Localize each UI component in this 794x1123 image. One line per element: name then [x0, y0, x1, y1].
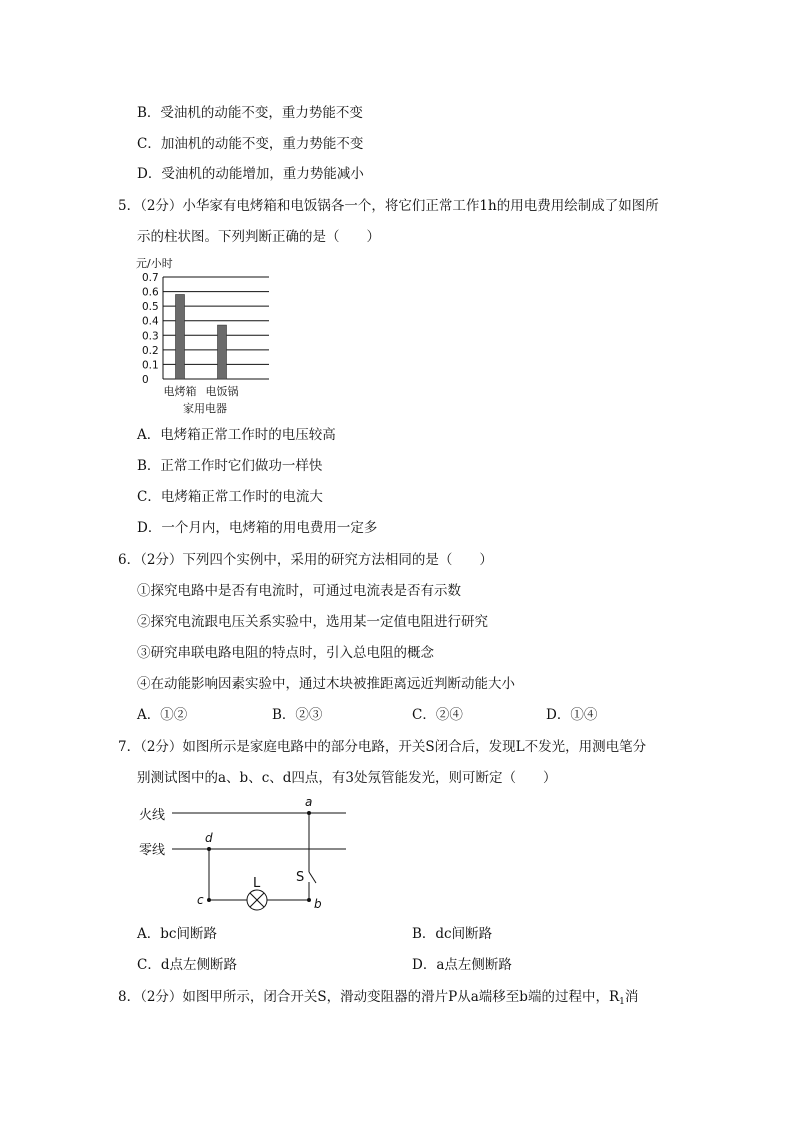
q8-stem-line1	[118, 988, 638, 1011]
q5-option-c: C．电烤箱正常工作时的电流大	[137, 489, 323, 505]
y-tick-label: 0.4	[142, 315, 159, 328]
q6-item-3: ③研究串联电路电阻的特点时，引入总电阻的概念	[137, 645, 434, 661]
q5-stem-line1: 5．（2分）小华家有电烤箱和电饭锅各一个，将它们正常工作1h的用电费用绘制成了如图所	[118, 198, 659, 214]
q7-option-c: C．d点左侧断路	[137, 957, 237, 973]
q6-item-1: ①探究电路中是否有电流时，可通过电流表是否有示数	[137, 583, 461, 599]
q8-stem-tail: 消	[624, 989, 639, 1005]
q6-stem: 6．（2分）下列四个实例中，采用的研究方法相同的是（ ）	[118, 552, 493, 568]
q5-option-a: A．电烤箱正常工作时的电压较高	[137, 427, 336, 443]
chart-x-categories	[164, 384, 239, 398]
y-tick-label: 0.3	[142, 330, 159, 343]
q7-option-b: B．dc间断路	[412, 926, 493, 942]
node-c	[207, 898, 211, 902]
q6-option-c: C．②④	[412, 707, 463, 723]
q6-item-4: ④在动能影响因素实验中，通过木块被推距离远近判断动能大小	[137, 676, 515, 692]
q6-item-2: ②探究电流跟电压关系实验中，选用某一定值电阻进行研究	[137, 614, 488, 630]
q7-option-d: D．a点左侧断路	[412, 957, 512, 973]
q5-stem-line2: 示的柱状图。下列判断正确的是（ ）	[137, 229, 380, 245]
chart-bars	[176, 294, 227, 379]
q8-r-subscript: 1	[619, 997, 625, 1007]
label-d: d	[205, 831, 213, 845]
q8-stem-text: 8．（2分）如图甲所示，闭合开关S，滑动变阻器的滑片P从a端移至b端的过程中，R	[118, 989, 620, 1005]
q4-option-c: C．加油机的动能不变，重力势能不变	[137, 136, 364, 152]
bar-0	[176, 294, 185, 379]
q7-circuit-diagram	[130, 792, 360, 912]
q5-option-b: B．正常工作时它们做功一样快	[137, 458, 323, 474]
y-tick-label: 0	[142, 374, 149, 386]
node-d	[207, 847, 211, 851]
q4-option-b: B．受油机的动能不变，重力势能不变	[137, 105, 363, 121]
y-tick-label: 0.1	[142, 359, 159, 372]
q4-option-d: D．受油机的动能增加，重力势能减小	[137, 166, 364, 182]
y-tick-label: 0.6	[142, 286, 159, 299]
node-b	[307, 898, 311, 902]
node-a	[307, 811, 311, 815]
q7-option-a: A．bc间断路	[137, 926, 217, 942]
y-tick-label: 0.2	[142, 344, 159, 357]
x-category-label: 电烤箱	[163, 385, 197, 398]
q5-bar-chart	[130, 255, 290, 420]
label-switch: S	[296, 870, 305, 885]
q7-stem-line2: 别测试图中的a、b、c、d四点，有3处氖管能发光，则可断定（ ）	[137, 770, 557, 786]
chart-ylabel: 元/小时	[136, 257, 173, 270]
q5-option-d: D．一个月内，电烤箱的用电费用一定多	[137, 520, 378, 536]
y-tick-label: 0.7	[142, 272, 159, 284]
label-b: b	[314, 897, 322, 911]
x-category-label: 电饭锅	[205, 385, 239, 398]
q6-option-a: A．①②	[137, 707, 188, 723]
chart-y-ticks	[142, 272, 159, 386]
live-wire-label: 火线	[139, 808, 166, 823]
q7-stem-line1: 7．（2分）如图所示是家庭电路中的部分电路，开关S闭合后，发现L不发光，用测电笔分	[118, 739, 647, 755]
y-tick-label: 0.5	[142, 301, 159, 314]
label-lamp: L	[253, 876, 261, 891]
bar-1	[218, 325, 227, 379]
chart-xlabel: 家用电器	[183, 402, 227, 415]
q6-option-b: B．②③	[272, 707, 323, 723]
label-c: c	[197, 893, 204, 907]
neutral-wire-label: 零线	[139, 843, 166, 858]
switch-blade	[309, 872, 316, 883]
label-a: a	[305, 795, 313, 809]
q6-option-d: D．①④	[546, 707, 598, 723]
